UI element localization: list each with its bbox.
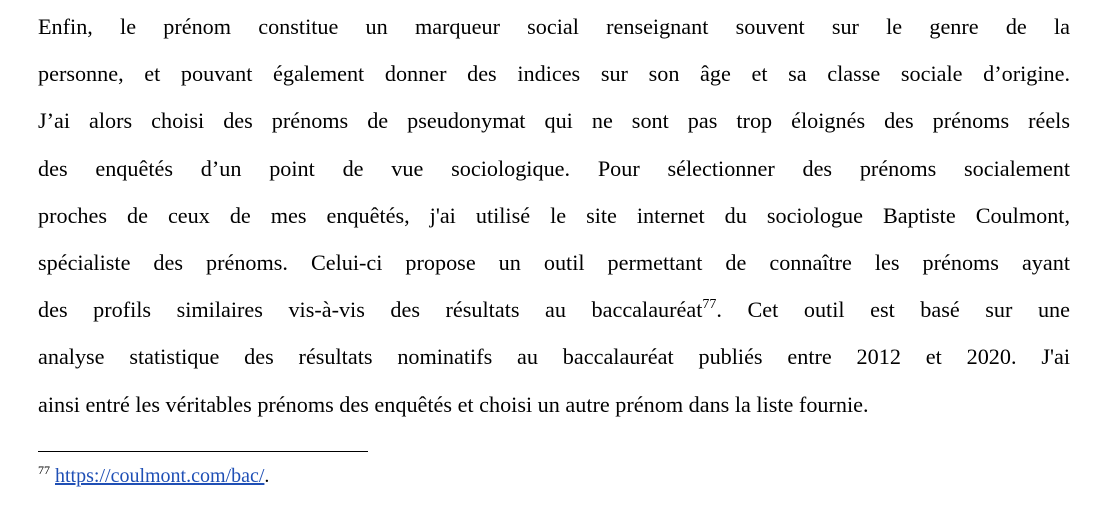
footnote <box>38 462 269 490</box>
footnote-trailing: . <box>264 465 270 487</box>
paragraph-line-8: analyse statistique des résultats nominatifs au baccalauréat publiés entre 2012 et 2020. J'ai <box>38 344 1070 370</box>
paragraph-line-1: Enfin, le prénom constitue un marqueur social renseignant souvent sur le genre de la <box>38 14 1070 39</box>
paragraph-line-9: ainsi entré les véritables prénoms des enquêtés et choisi un autre prénom dans la liste fournie. <box>38 391 869 417</box>
paragraph-line-4: des enquêtés d’un point de vue sociologique. Pour sélectionner des prénoms socialement <box>38 155 1070 181</box>
paragraph-line-2: personne, et pouvant également donner des indices sur son âge et sa classe sociale d’origine. <box>38 61 1070 87</box>
footnote-link[interactable]: https://coulmont.com/bac/ <box>55 465 265 487</box>
paragraph-line-7: des profils similaires vis-à-vis des résultats au baccalauréat$^{77}$. Cet outil est basé sur une <box>38 297 1070 323</box>
footnote-reference[interactable]: 77 <box>702 297 717 313</box>
document-page <box>38 0 1070 428</box>
paragraph-line-5: proches de ceux de mes enquêtés, j'ai utilisé le site internet du sociologue Baptiste Coulmont, <box>38 202 1070 228</box>
footnote-number: 77 <box>38 463 50 477</box>
paragraph-line-6: spécialiste des prénoms. Celui-ci propose un outil permettant de connaître les prénoms ayant <box>38 249 1070 275</box>
footnote-separator <box>38 451 368 452</box>
body-paragraph <box>38 0 1070 428</box>
paragraph-line-3: J’ai alors choisi des prénoms de pseudonymat qui ne sont pas trop éloignés des prénoms réels <box>38 108 1070 134</box>
